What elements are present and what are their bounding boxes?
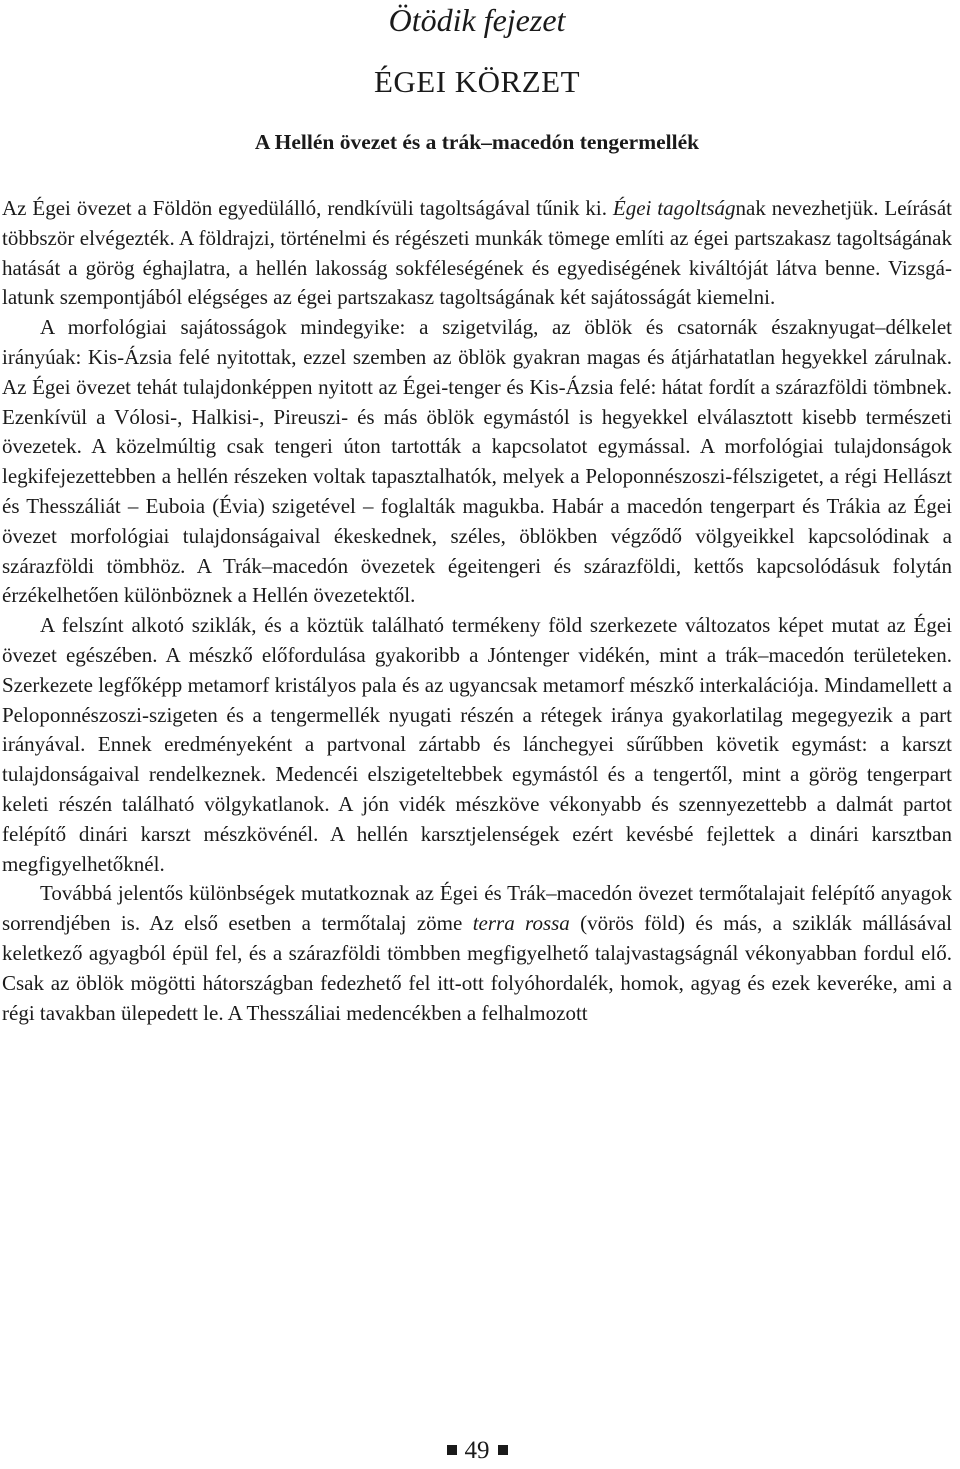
paragraph <box>2 194 952 313</box>
text-run: (vörös föld) és más, a sziklák mállásával keletkező agyagból épül fel, és a szárazföldi tömbben megfigyelhető talajvastagságnál vékonyabban fordul elő. Csak az öblök mögötti hátországban fedezhető fel itt-ott folyóhordalék, homok, agyag és ezek keveréke, ami a régi tavakban ülepedett le. A Thesszáliai medencékben a felhalmozott <box>2 911 952 1025</box>
italic-text-run: terra rossa <box>472 911 570 936</box>
section-subtitle: A Hellén övezet és a trák–macedón tengermellék <box>254 130 700 154</box>
text-run: A morfológiai sajátosságok mindegyike: a szigetvilág, az öblök és csatornák északnyugat–délkelet irányúak: Kis-Ázsia felé nyitottak, ezzel szemben az öblök gyakran magas és átjárhatatlan hegyekkel zárulnak. Az Égei övezet tehát tulajdonképpen nyitott az Égei-tenger és Kis-Ázsia felé: hátat fordít a szárazföldi tömbnek. Ezenkívül a Vólosi-, Halkisi-, Pireuszi- és más öblök egymástól is hegyekkel elválasztott kisebb természeti övezetek. A közelmúltig csak tengeri úton tartották a kapcsolatot egymással. A morfológiai tulajdonságok legkifejezettebben a hellén részeken voltak tapasztalhatók, melyek a Peloponnészoszi-félszigetet, a régi Hellászt és Thesszáliát – Euboia (Évia) szigetével – foglalták magukba. Habár a macedón tengerpart és Trákia az Égei övezet morfológiai tulajdonságaival ékeskednek, széles, öblökben végződő völgyeikkel kapcsolódinak a szárazföldi tömbhöz. A Trák–macedón övezetek égeitengeri és szárazföldi, kettős kapcsolódásuk folytán érzékelhetően különböznek a Hellén övezetektől. <box>2 315 952 608</box>
paragraph <box>2 313 952 611</box>
chapter-label: Ötödik fejezet <box>388 2 566 38</box>
page-number: 49 <box>464 1437 490 1464</box>
text-run: Továbbá jelentős különbségek mutatkoznak az Égei és Trák–macedón övezet termőtalajait felépítő anyagok sorrendjében is. Az első esetben a termőtalaj zöme <box>2 881 952 936</box>
chapter-title: ÉGEI KÖRZET <box>373 64 581 99</box>
body-text <box>2 194 952 1028</box>
document-page <box>2 0 952 1469</box>
text-run: A felszínt alkotó sziklák, és a köztük található termékeny föld szerkezete változatos képet mutat az Égei övezet egészében. A mészkő előfordulása gyakoribb a Jóntenger vidékén, mint a trák–macedón területeken. Szerkezete legfőképp metamorf kristályos pala és az ugyancsak metamorf mészkő interkalációja. Mindamellett a Peloponnészoszi-szigeten és a tengermellék nyugati részén a rétegek iránya gyakorlatilag megegyezik a part irányával. Ennek eredményeként a partvonal zártabb és lánchegyei sűrűbben követik egymást: a karszt tulajdonságaival rendelkeznek. Medencéi elszigeteltebbek egymástól és a tengertől, mint a görög tengerpart keleti részén található völgykatlanok. A jón vidék mészköve vékonyabb és szennyezettebb a dalmát partot felépítő dinári karszt mészkövénél. A hellén karsztjelenségek ezért kevésbé fejlettek a dinári karsztban megfigyelhetőknél. <box>2 613 952 876</box>
italic-text-run: Égei tagoltság <box>612 196 736 220</box>
text-run: nak nevezhetjük. Leírását többször elvégezték. A földrajzi, történelmi és régészeti munkák tömege említi az égei partszakasz tagoltságának hatását a görög éghajlatra, a hellén lakosság sokféleségének és egyediségének kiváltóját látva benne. Vizsgálatunk szempontjából elégséges az égei partszakasz tagoltságának két sajátosságát kiemelni. <box>2 196 952 310</box>
square-bullet-icon <box>447 1445 457 1455</box>
paragraph <box>2 879 952 1028</box>
page-footer <box>2 1436 952 1466</box>
square-bullet-icon <box>498 1445 508 1455</box>
text-run: Az Égei övezet a Földön egyedülálló, rendkívüli tagoltságával tűnik ki. <box>2 196 613 220</box>
paragraph <box>2 611 952 879</box>
